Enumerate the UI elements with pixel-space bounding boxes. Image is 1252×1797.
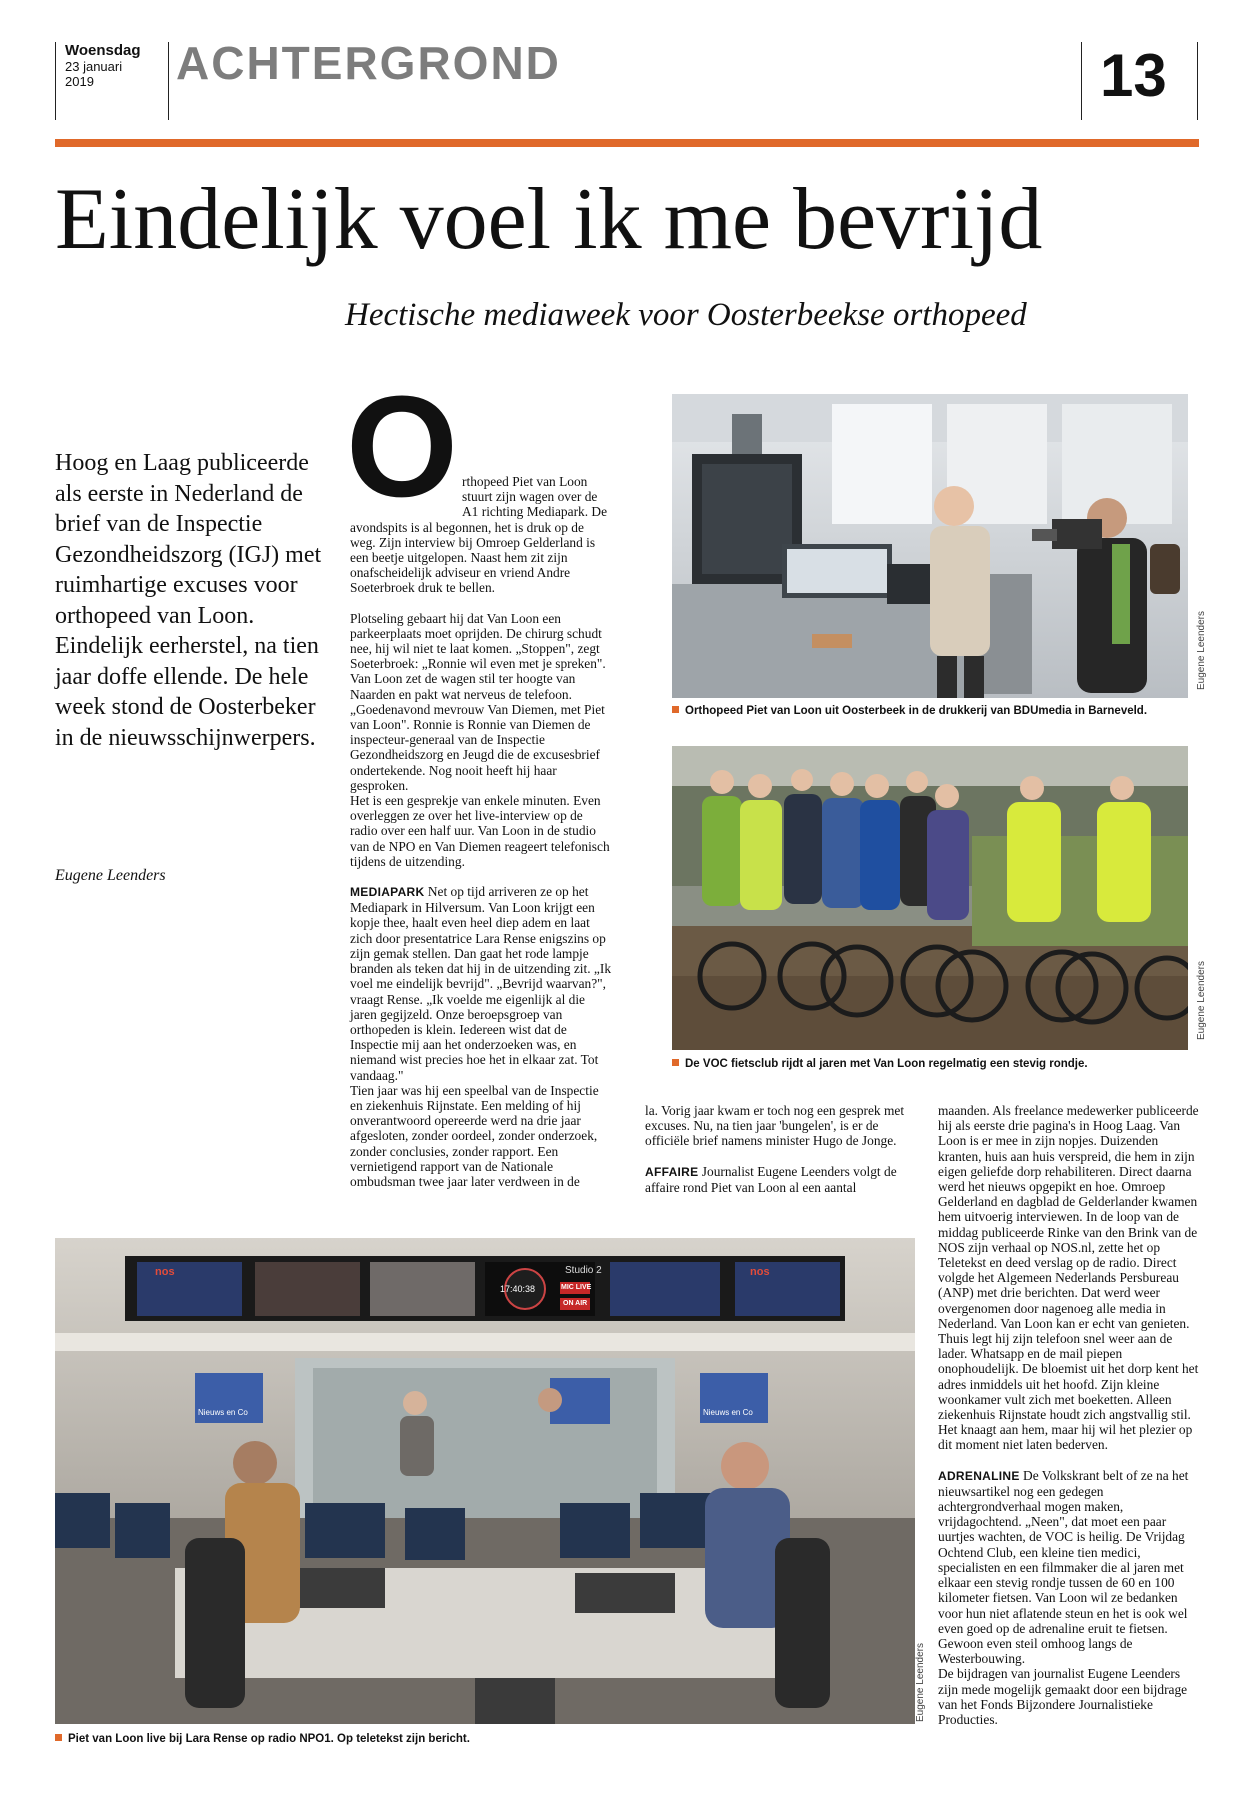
photo-printing-office-credit: Eugene Leenders [1196, 611, 1207, 690]
edition-date-day: 23 januari [65, 59, 123, 74]
article-paragraph-text: De Volkskrant belt of ze na het nieuwsartikel nog een gedegen achtergrondverhaal mogen maken, vrijdagochtend. „Neen", dat moet een paar uurtjes wachten, de VOC is heilig. De Vrijdag Ochtend Club, een kleine tien medici, specialisten en een filmmaker die al jaren met elkaar een stevig rondje tussen de 60 en 100 kilometer fietsen. Van Loon wil ze bedanken voor hun niet aflatende steun en het is ook wel even goed op de adrenaline eruit te fietsen. Gewoon even steil omhoog langs de Westerbouwing. [938, 1467, 1189, 1667]
screen-subtitle-right: Nieuws en Co [703, 1408, 753, 1417]
article-column-3 [938, 1103, 1200, 1727]
article-paragraph: De bijdragen van journalist Eugene Leenders zijn mede mogelijk gemaakt door een bijdrage van het Fonds Bijzondere Journalistieke Producties. [938, 1666, 1188, 1727]
header-accent-bar [55, 139, 1199, 147]
mic-live-indicator: MIC LIVE [561, 1284, 592, 1291]
page-number: 13 [1100, 42, 1167, 109]
subheadline: Hectische mediaweek voor Oosterbeekse orthopeed [345, 297, 1027, 333]
article-column-2 [645, 1103, 907, 1195]
article-paragraph: Het is een gesprekje van enkele minuten. Even overleggen ze over het live-interview op de radio over een half uur. Van Loon in de studio van de NPO en Van Diemen reageert telefonisch tijdens de uitzending. [350, 793, 610, 869]
article-paragraph: Van Loon zet de wagen stil ter hoogte van Naarden en pakt wat nerveus de telefoon. „Goedenavond mevrouw Van Diemen, met Piet van Loon". Ronnie is Ronnie van Diemen de inspecteur-generaal van de Inspectie Gezondheidszorg en Jeugd die de excusesbrief ondertekende. Nog nooit heeft hij haar gesproken. [350, 671, 605, 793]
photo-cycling-club [672, 746, 1188, 1050]
article-paragraph [938, 1468, 1200, 1667]
section-label: ACHTERGROND [176, 37, 561, 89]
photo-radio-studio-credit: Eugene Leenders [915, 1643, 926, 1722]
caption-text: Piet van Loon live bij Lara Rense op radio NPO1. Op teletekst zijn bericht. [68, 1733, 470, 1745]
article-paragraph [645, 1164, 907, 1195]
article-paragraph-text: Journalist Eugene Leenders volgt de affaire rond Piet van Loon al een aantal [645, 1163, 897, 1195]
photo-cycling-club-image [672, 746, 1188, 1050]
article-paragraph: maanden. Als freelance medewerker publiceerde hij als eerste drie pagina's in Hoog Laag. Van Loon is er mee in zijn nopjes. Duizenden kranten, huis aan huis verspreid, die hem in zijn eigen geliefde dorp rehabiliteren. Direct daarna werd het nieuws opgepikt en hoe. Omroep Gelderland en dagblad de Gelderlander kwamen hem uitvoerig interviewen. In de loop van de middag publiceerde Rinke van den Brink van de NOS zijn verhaal op NOS.nl, zette het op Teletekst en deed verslag op de radio. Direct volgde het Algemeen Nederlands Persbureau (ANP) met drie berichten. Dat werd weer overgenomen door nagenoeg alle media in Nederland. Van Loon kan er echt van genieten. Thuis legt hij zijn telefoon snel weer aan de lader. Whatsapp en de mail piepen onophoudelijk. De bloemist uit het dorp kent het adres inmiddels uit het hoofd. Zijn kleine woonkamer vult zich met boeketten. Alleen ziekenhuis Rijnstate houdt zich angstvallig stil. Het knaagt aan hem, maar hij wil het plezier op dit moment niet laten bederven. [938, 1103, 1199, 1453]
section-lead-mediapark: MEDIAPARK [350, 885, 425, 900]
caption-text: Orthopeed Piet van Loon uit Oosterbeek in de drukkerij van BDUmedia in Barneveld. [685, 705, 1148, 717]
caption-marker [672, 1059, 679, 1066]
caption-marker [55, 1734, 62, 1741]
dropcap: O [346, 366, 459, 527]
edition-weekday: Woensdag [65, 42, 141, 59]
on-air-indicator: ON AIR [563, 1300, 588, 1307]
photo-cycling-club-caption [672, 1058, 1088, 1070]
article-column-1 [346, 366, 612, 1189]
header-divider-page [1081, 42, 1082, 120]
article-paragraph: Plotseling gebaart hij dat Van Loon een parkeerplaats moet oprijden. De chirurg schudt nee, hij wil niet te laat komen. „Stoppen", zegt Soeterbroek: „Ronnie wil even met je spreken". [350, 610, 606, 672]
caption-marker [672, 706, 679, 713]
section-lead-adrenaline: ADRENALINE [938, 1468, 1020, 1483]
photo-printing-office [672, 394, 1188, 698]
screen-brand-logo: nos [155, 1266, 175, 1278]
studio-clock: 17:40:38 [500, 1284, 536, 1294]
photo-radio-studio [55, 1238, 915, 1724]
headline: Eindelijk voel ik me bevrijd [55, 171, 1043, 268]
header-divider-right [1197, 42, 1198, 120]
photo-cycling-club-credit: Eugene Leenders [1196, 961, 1207, 1040]
header-divider-left [55, 42, 56, 120]
studio-label: Studio 2 [565, 1265, 602, 1276]
intro-text: Hoog en Laag publiceerde als eerste in Nederland de brief van de Inspectie Gezondheidszorg (IGJ) met ruimhartige excuses voor orthopeed van Loon. Eindelijk eerherstel, na tien jaar doffe ellende. De hele week stond de Oosterbeker in de nieuwsschijnwerpers. [55, 450, 322, 751]
edition-date-year: 2019 [65, 74, 94, 89]
photo-radio-studio-image [55, 1238, 915, 1724]
caption-text: De VOC fietsclub rijdt al jaren met Van Loon regelmatig een stevig rondje. [685, 1058, 1088, 1070]
byline: Eugene Leenders [55, 867, 166, 884]
article-paragraph: la. Vorig jaar kwam er toch nog een gesprek met excuses. Nu, na tien jaar 'bungelen', is er de officiële brief namens minister Hugo de Jonge. [645, 1103, 905, 1149]
article-paragraph: rthopeed Piet van Loon stuurt zijn wagen over de A1 richting Mediapark. De avondspits is al begonnen, het is druk op de weg. Zijn interview bij Omroep Gelderland is een beetje uitgelopen. Naast hem zit zijn onafscheidelijk adviseur en vriend Andre Soeterbroek druk te bellen. [350, 474, 608, 596]
article-paragraph: Tien jaar was hij een speelbal van de Inspectie en ziekenhuis Rijnstate. Een melding of hij onverantwoord opereerde werd na drie jaar afgesloten, zonder oordeel, zonder onderzoek, zonder conclusies, zonder rapport. Een vernietigend rapport van de Nationale ombudsman twee jaar later verdween in de [350, 1082, 599, 1189]
article-paragraph-text: Net op tijd arriveren ze op het Mediapark in Hilversum. Van Loon krijgt een kopje thee, haalt even heel diep adem en laat zich door presentatrice Lara Rense enigszins op zijn gemak stellen. Dan gaat het rode lampje branden als teken dat hij in de uitzending zit. „Ik voel me eindelijk bevrijd". „Bevrijd waarvan?", vraagt Rense. „Ik voelde me eigenlijk al die jaren gegijzeld. Onze beroepsgroep van orthopeden is klein. Iedereen wist dat de Inspectie mij aan het onderzoeken was, en niemand wist precies hoe het in elkaar zat. Tot vandaag." [350, 884, 612, 1083]
edition-date [65, 59, 122, 89]
screen-brand-logo-right: nos [750, 1266, 770, 1278]
photo-radio-studio-caption [55, 1733, 470, 1745]
article-paragraph [350, 884, 612, 1083]
photo-printing-office-image [672, 394, 1188, 698]
section-lead-affaire: AFFAIRE [645, 1164, 699, 1179]
header-divider-section [168, 42, 169, 120]
photo-printing-office-caption [672, 705, 1147, 717]
screen-subtitle-left: Nieuws en Co [198, 1408, 248, 1417]
